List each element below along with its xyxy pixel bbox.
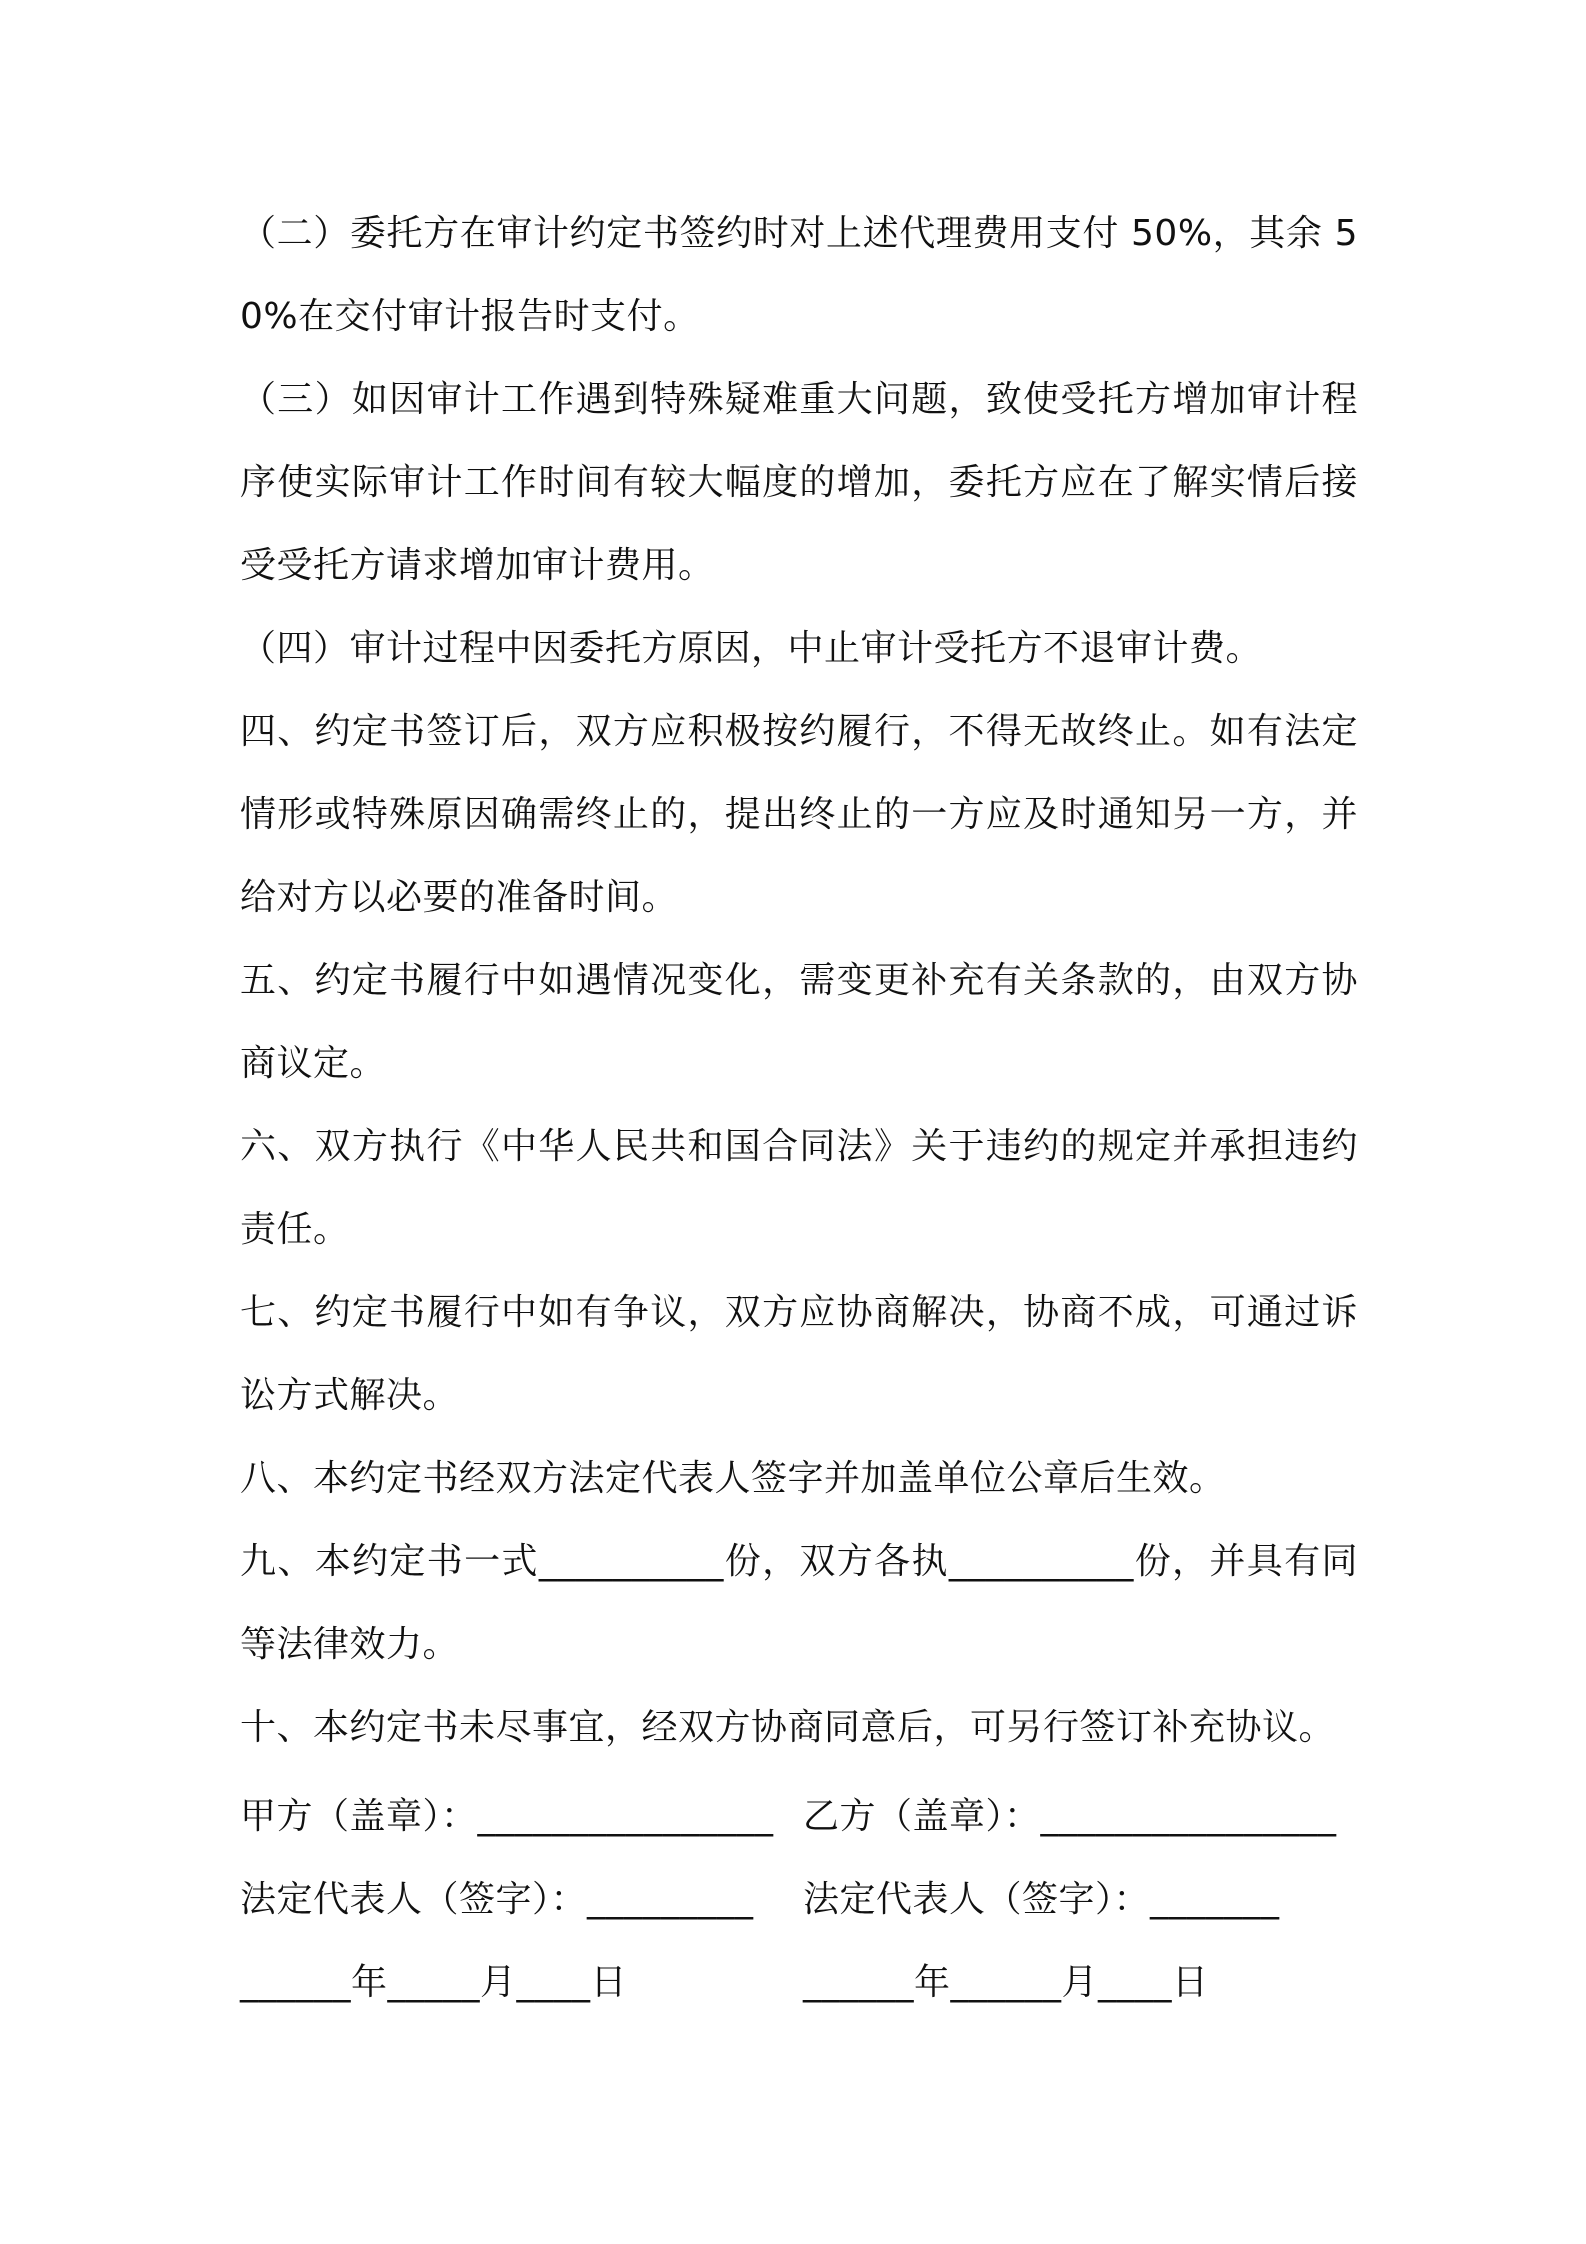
party-a-representative-field[interactable]: 法定代表人（签字）：_________ <box>240 1879 754 1920</box>
party-a-date-field[interactable]: ______年_____月____日 <box>240 1962 628 2003</box>
clause-termination: 四、约定书签订后，双方应积极按约履行，不得无故终止。如有法定情形或特殊原因确需终止的，提出终止的一方应及时通知另一方，并给对方以必要的准备时间。 <box>240 711 1358 918</box>
representative-row <box>240 1855 1358 1938</box>
clause-payment-terms: （二）委托方在审计约定书签约时对上述代理费用支付 50%，其余 50%在交付审计报告时支付。 <box>240 213 1358 337</box>
party-b-representative-field[interactable]: 法定代表人（签字）：_______ <box>803 1879 1280 1920</box>
clause-no-refund: （四）审计过程中因委托方原因，中止审计受托方不退审计费。 <box>240 628 1263 669</box>
clause-amendment: 五、约定书履行中如遇情况变化，需变更补充有关条款的，由双方协商议定。 <box>240 960 1358 1084</box>
contract-clauses <box>240 192 1358 1769</box>
clause-breach-liability: 六、双方执行《中华人民共和国合同法》关于违约的规定并承担违约责任。 <box>240 1126 1358 1250</box>
date-row <box>240 1938 1358 2021</box>
clause-additional-fees: （三）如因审计工作遇到特殊疑难重大问题，致使受托方增加审计程序使实际审计工作时间有较大幅度的增加，委托方应在了解实情后接受受托方请求增加审计费用。 <box>240 379 1358 586</box>
party-a-seal-field[interactable]: 甲方（盖章）：________________ <box>240 1796 774 1837</box>
clause-effectiveness: 八、本约定书经双方法定代表人签字并加盖单位公章后生效。 <box>240 1458 1226 1499</box>
party-b-seal-field[interactable]: 乙方（盖章）：________________ <box>803 1796 1337 1837</box>
signature-block <box>240 1772 1358 2021</box>
clause-copies: 九、本约定书一式__________份，双方各执__________份，并具有同等法律效力。 <box>240 1541 1358 1665</box>
clause-dispute-resolution: 七、约定书履行中如有争议，双方应协商解决，协商不成，可通过诉讼方式解决。 <box>240 1292 1358 1416</box>
clause-supplementary: 十、本约定书未尽事宜，经双方协商同意后，可另行签订补充协议。 <box>240 1707 1336 1748</box>
seal-row <box>240 1772 1358 1855</box>
party-b-date-field[interactable]: ______年______月____日 <box>803 1962 1209 2003</box>
